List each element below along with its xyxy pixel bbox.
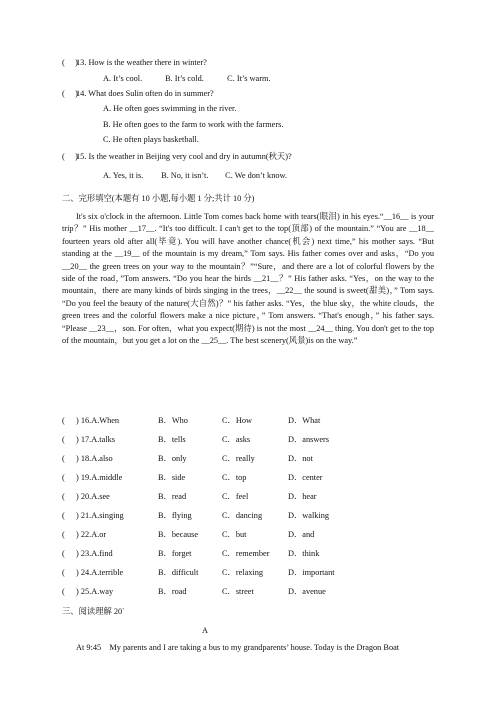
option-b: B．road [158,587,187,596]
option-a: ) 25.A.way [76,587,114,596]
section-title-cloze: 二、完形填空(本题有 10 小题,每小题 1 分;共计 10 分) [62,194,255,203]
option-b: B．because [158,530,199,539]
option-b: B．side [158,473,186,482]
option-b: B．tells [158,435,186,444]
option-c: C．relaxing [222,568,264,577]
passage-text: It's six o'clock in the afternoon. Little Tom comes back home with tears(眼泪) in his eyes.“__16__ is your trip？” His mother __17__. “It's too difficult. I can't get to the top(顶部) of the mountain.” “You are __18__ fourteen years old after all(毕竟). You will have another chance(机会) next time,” his mother says. “But standing at the __19__ of the mountain is my dream,” Tom says. His father comes over and asks，“Do you __20__ the green trees on your way to the mountain？”“Sure，and there are a lot of colorful flowers by the side of the road，”Tom answers. “Do you hear the birds __21__？” His father asks. “Yes，on the way to the mountain，there are many kinds of birds singing in the trees，__22__ the sound is sweet(甜美)，” Tom says. “Do you feel the beauty of the nature(大自然)？” his father asks. “Yes，the blue sky，the white clouds，the green trees and the colorful flowers make a nice picture，” Tom answers. “That's enough，” his father says. “Please __23__，son. For often，what you expect(期待) is not the most __24__ thing. You don't get to the top of the mountain，but you get a lot on the __25__. The best scenery(风景)is on the way.” [62,212,434,346]
option-a: A. It’s cool. [103,74,143,83]
answer-paren[interactable]: ( [62,511,65,520]
answer-paren[interactable]: ( [62,416,65,425]
option-a: ) 18.A.also [76,454,113,463]
option-b: B．read [158,492,187,501]
answer-paren[interactable]: ( [62,473,65,482]
option-b: B．forget [158,549,192,558]
option-b: B．only [158,454,187,463]
option-a: ) 22.A.or [76,530,107,539]
option-a: A. Yes, it is. [103,171,144,180]
option-b: B．Who [158,416,188,425]
option-d: D．not [288,454,313,463]
option-a: ) 23.A.find [76,549,113,558]
answer-paren[interactable]: ( [62,549,65,558]
answer-paren[interactable]: ( [62,454,65,463]
option-d: D．center [288,473,323,482]
option-a: ) 21.A.singing [76,511,124,520]
cloze-passage [62,211,434,347]
option-a: A. He often goes swimming in the river. [103,104,237,113]
option-b: B. No, it isn’t. [161,171,209,180]
option-c: C. He often plays basketball. [103,135,199,144]
option-c: C．street [222,587,254,596]
reading-passage [62,642,434,654]
answer-paren[interactable]: ( [62,587,65,596]
option-c: C．remember [222,549,270,558]
question-text: 15. Is the weather in Beijing very cool and dry in autumn(秋天)? [76,152,292,161]
option-d: D．avenue [288,587,326,596]
option-b: B. He often goes to the farm to work with the farmers. [103,120,284,129]
option-c: C．asks [222,435,251,444]
option-d: D．What [288,416,321,425]
option-a: ) 24.A.terrible [76,568,124,577]
question-15-options [103,170,287,182]
question-text: 14. What does Sulin often do in summer? [76,89,214,98]
reading-text: At 9:45 My parents and I are taking a bus to my grandparents’ house. Today is the Dragon Boat [76,643,400,652]
option-d: D．think [288,549,320,558]
option-c: C．How [222,416,252,425]
option-d: D．walking [288,511,330,520]
option-c: C．feel [222,492,249,501]
option-b: B．difficult [158,568,199,577]
answer-paren[interactable]: ( ) [62,58,78,67]
section-title-reading: 三、阅读理解 20` [62,607,125,616]
option-b: B．flying [158,511,192,520]
option-c: C. It’s warm. [227,74,271,83]
answer-paren[interactable]: ( [62,492,65,501]
option-d: D．hear [288,492,317,501]
option-a: ) 17.A.talks [76,435,115,444]
answer-paren[interactable]: ( ) [62,89,78,98]
option-d: D．important [288,568,335,577]
question-text: 13. How is the weather there in winter? [76,58,207,67]
answer-paren[interactable]: ( [62,530,65,539]
question-13-options [103,73,270,85]
option-a: ) 19.A.middle [76,473,123,482]
option-c: C．but [222,530,247,539]
option-c: C．dancing [222,511,263,520]
option-a: ) 20.A.see [76,492,110,501]
option-d: D．answers [288,435,330,444]
option-a: ) 16.A.When [76,416,120,425]
option-d: D．and [288,530,315,539]
option-c: C. We don’t know. [225,171,288,180]
option-c: C．top [222,473,247,482]
answer-paren[interactable]: ( ) [62,152,78,161]
reading-passage-letter: A [202,626,208,635]
answer-paren[interactable]: ( [62,568,65,577]
option-c: C．really [222,454,255,463]
answer-paren[interactable]: ( [62,435,65,444]
option-b: B. It’s cold. [165,74,204,83]
